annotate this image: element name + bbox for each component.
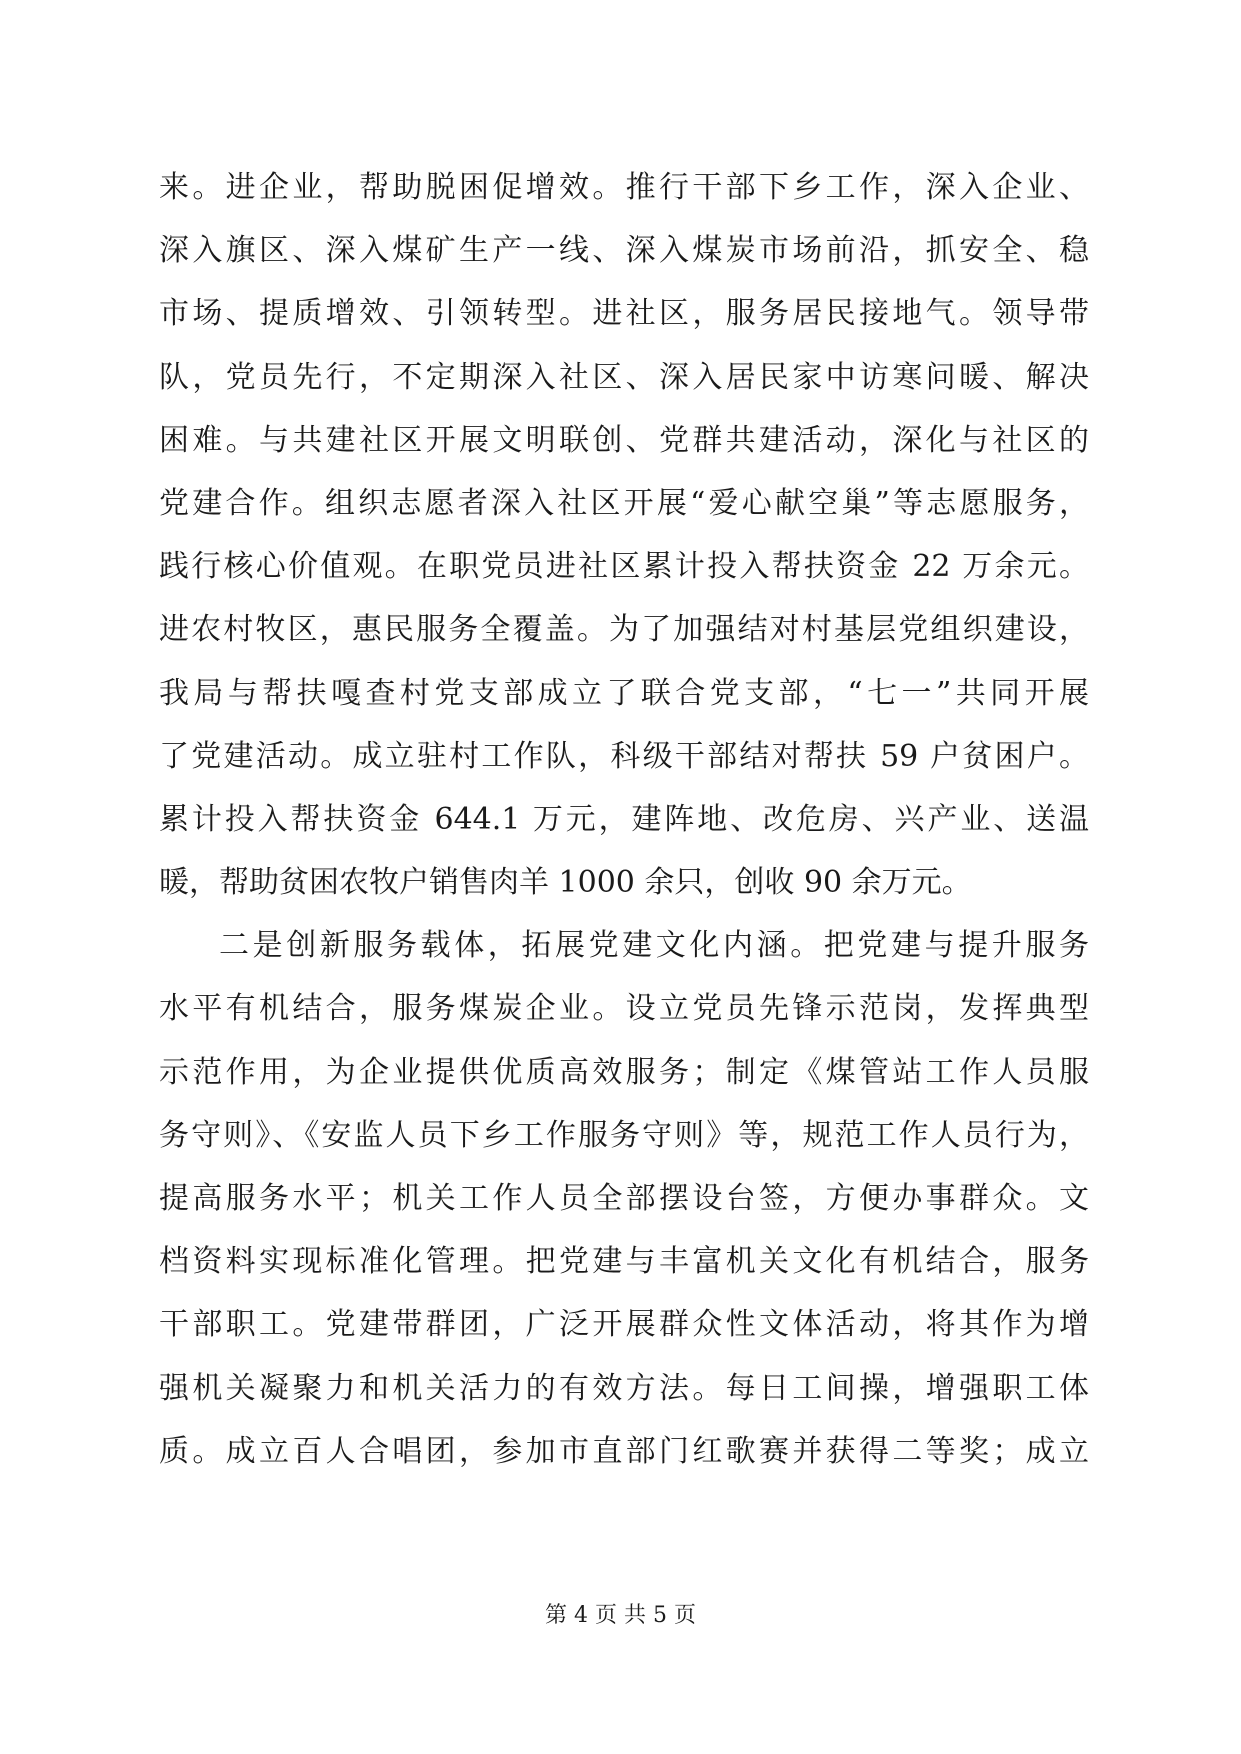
text-line: 进农村牧区，惠民服务全覆盖。为了加强结对村基层党组织建设， <box>159 612 1089 648</box>
text-line: 累计投入帮扶资金 644.1 万元，建阵地、改危房、兴产业、送温 <box>159 801 1089 837</box>
text-line: 提高服务水平；机关工作人员全部摆设台签，方便办事群众。文 <box>159 1181 1089 1216</box>
text-line: 市场、提质增效、引领转型。进社区，服务居民接地气。领导带 <box>159 296 1089 332</box>
text-line: 了党建活动。成立驻村工作队，科级干部结对帮扶 59 户贫困户。 <box>159 738 1089 774</box>
text-line: 党建合作。组织志愿者深入社区开展“爱心献空巢”等志愿服务， <box>159 485 1089 521</box>
text-line: 践行核心价值观。在职党员进社区累计投入帮扶资金 22 万余元。 <box>159 549 1089 585</box>
text-line: 务守则》、《安监人员下乡工作服务守则》等，规范工作人员行为， <box>159 1117 1089 1153</box>
text-line: 水平有机结合，服务煤炭企业。设立党员先锋示范岗，发挥典型 <box>159 991 1089 1027</box>
text-line: 来。进企业，帮助脱困促增效。推行干部下乡工作，深入企业、 <box>159 170 1089 205</box>
text-line: 我局与帮扶嘎查村党支部成立了联合党支部，“七一”共同开展 <box>159 675 1089 711</box>
page-footer: 第 4 页 共 5 页 <box>545 1603 696 1628</box>
paragraph-start-line: 二是创新服务载体，拓展党建文化内涵。把党建与提升服务 <box>219 928 1089 964</box>
text-line: 示范作用，为企业提供优质高效服务；制定《煤管站工作人员服 <box>159 1054 1089 1090</box>
paragraph-end-line: 暖，帮助贫困农牧户销售肉羊 1000 余只，创收 90 余万元。 <box>159 865 972 901</box>
document-body <box>159 156 1089 1483</box>
text-line: 深入旗区、深入煤矿生产一线、深入煤炭市场前沿，抓安全、稳 <box>159 233 1089 269</box>
text-line: 干部职工。党建带群团，广泛开展群众性文体活动，将其作为增 <box>159 1307 1089 1343</box>
text-line: 强机关凝聚力和机关活力的有效方法。每日工间操，增强职工体 <box>159 1370 1089 1406</box>
text-line: 困难。与共建社区开展文明联创、党群共建活动，深化与社区的 <box>159 422 1089 458</box>
text-line: 档资料实现标准化管理。把党建与丰富机关文化有机结合，服务 <box>159 1244 1089 1280</box>
text-line: 质。成立百人合唱团，参加市直部门红歌赛并获得二等奖；成立 <box>159 1433 1089 1469</box>
text-line: 队，党员先行，不定期深入社区、深入居民家中访寒问暖、解决 <box>159 359 1089 395</box>
